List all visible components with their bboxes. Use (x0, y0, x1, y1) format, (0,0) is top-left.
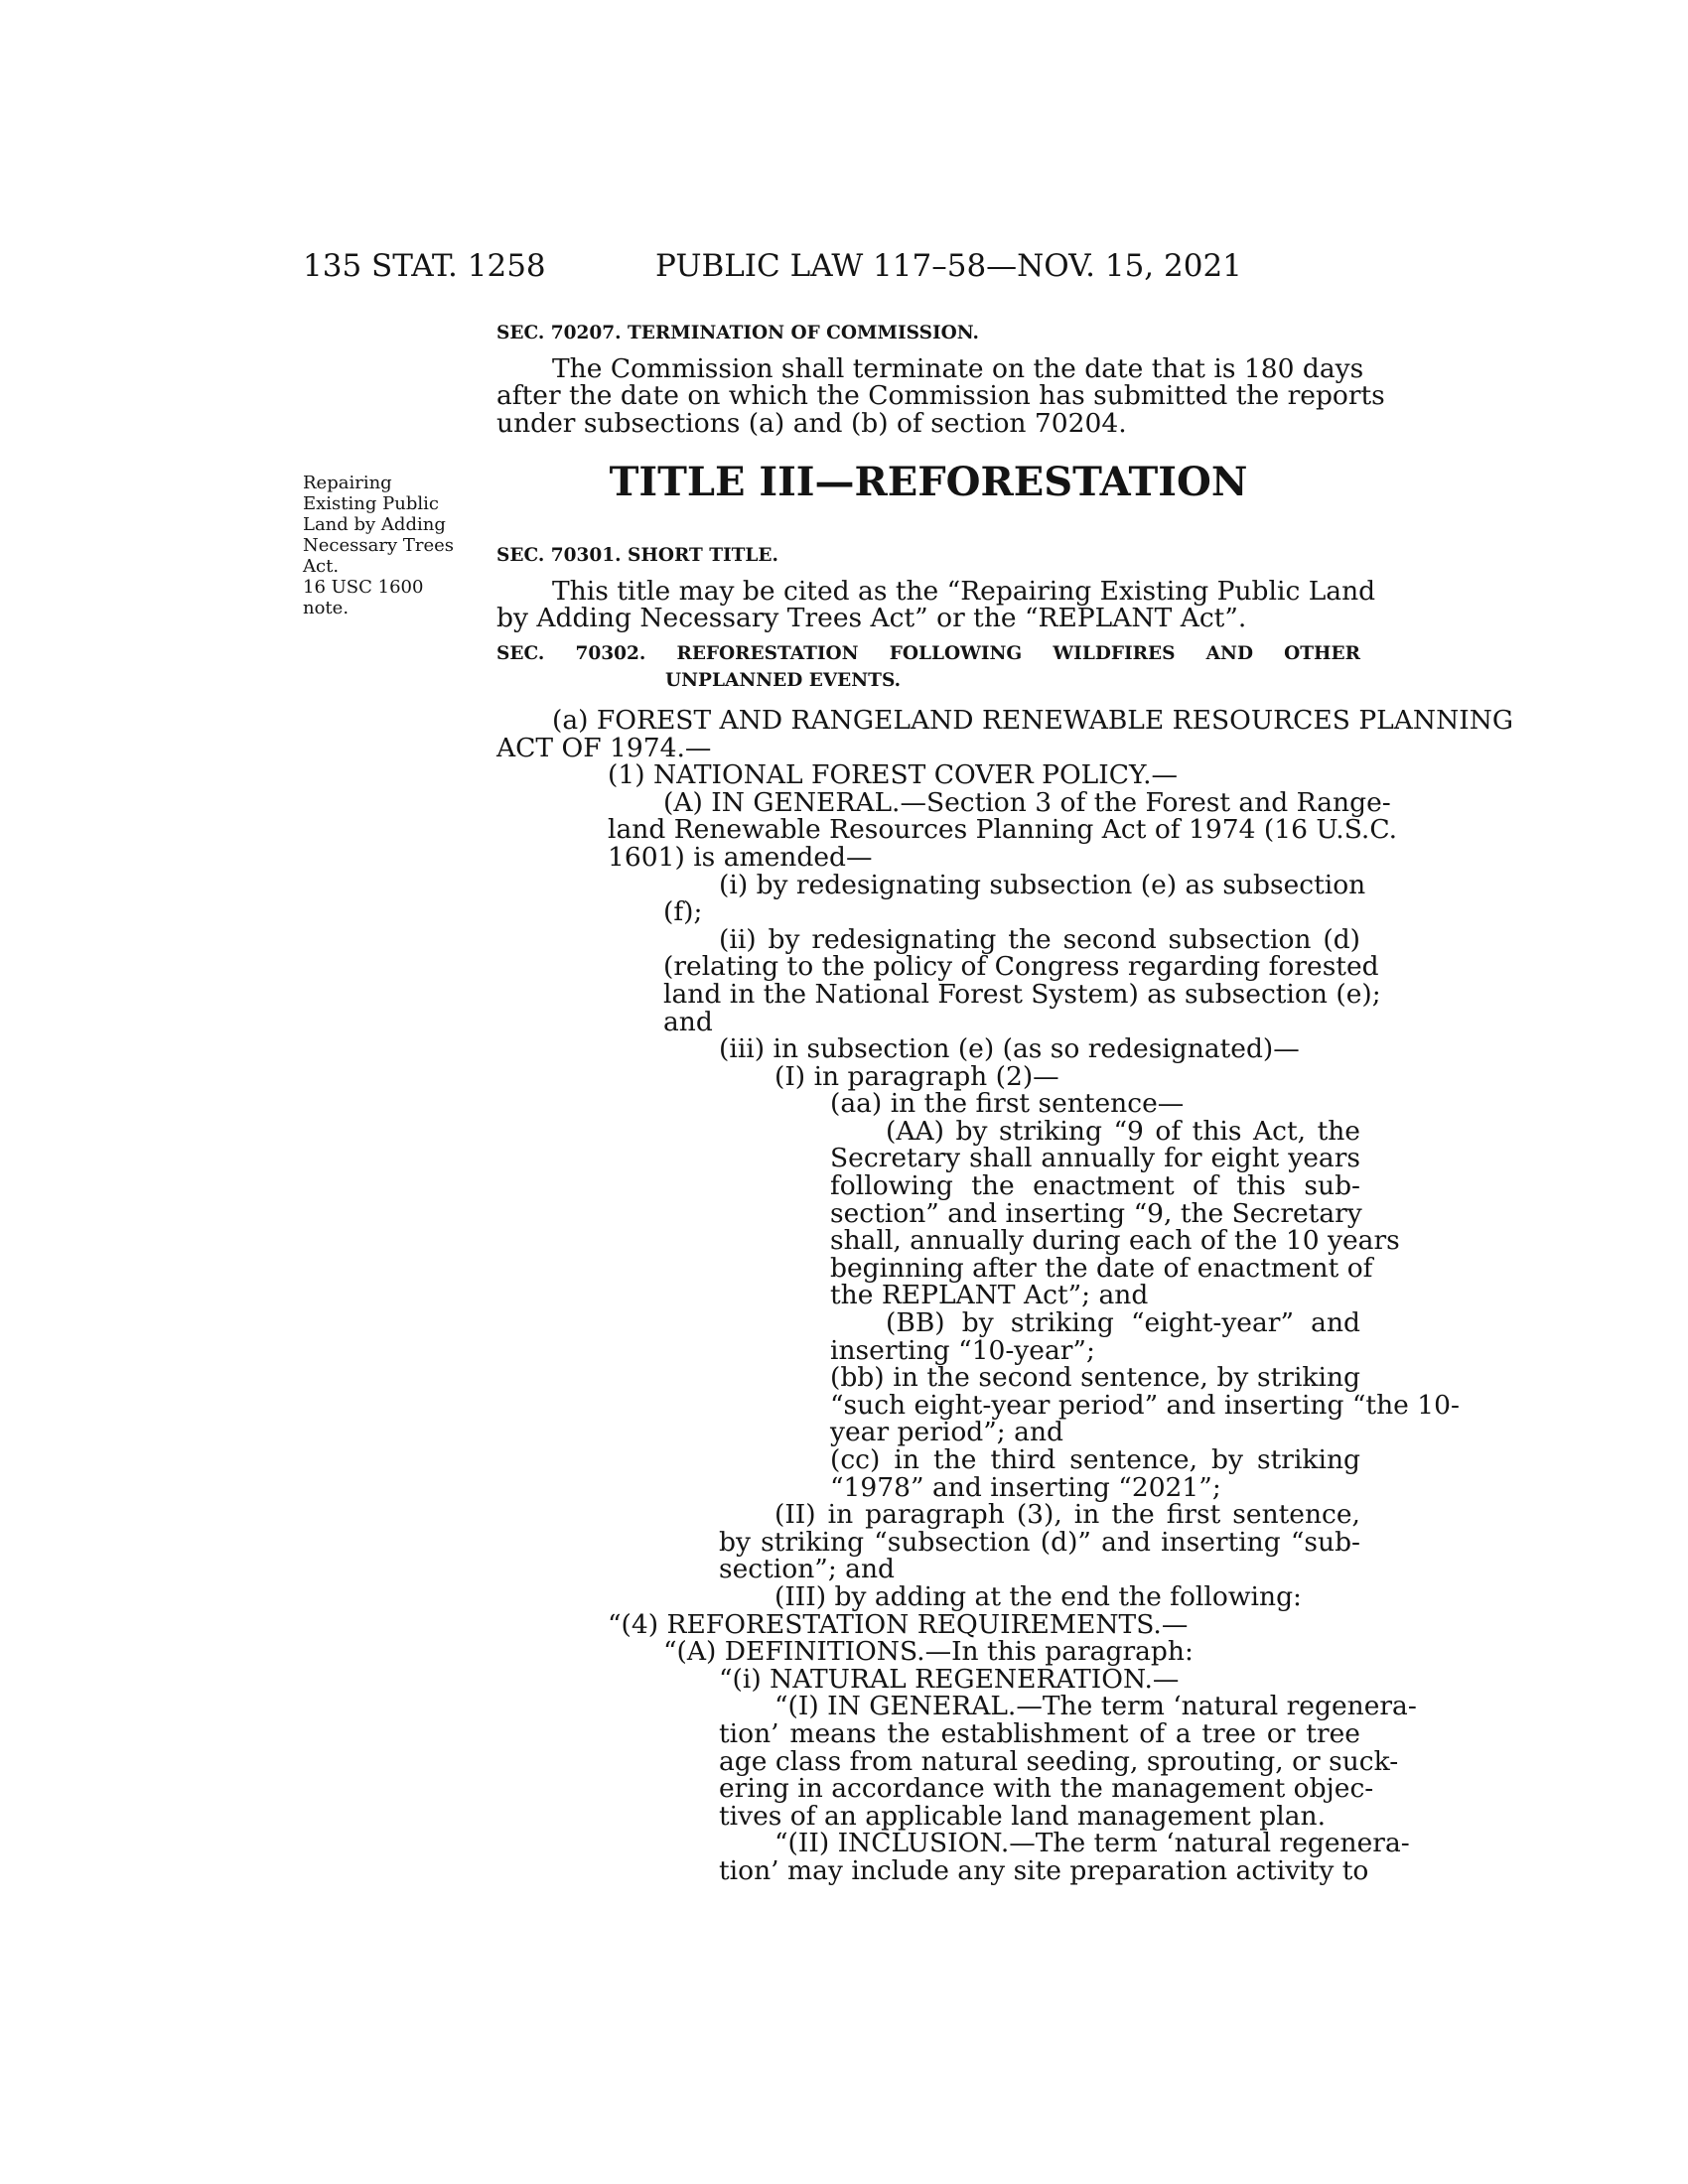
text-line: SEC. 70207. TERMINATION OF COMMISSION. (496, 323, 979, 343)
text-line: (A) IN GENERAL.—Section 3 of the Forest and Range- (663, 786, 1391, 818)
text-block-2 (496, 542, 1514, 1886)
text-line: (bb) in the second sentence, by striking (830, 1362, 1360, 1394)
text-line: (a) FOREST AND RANGELAND RENEWABLE RESOURCES PLANNING (552, 704, 1514, 736)
text-line: “such eight-year period” and inserting “the 10- (830, 1389, 1460, 1421)
text-line: by Adding Necessary Trees Act” or the “REPLANT Act”. (496, 603, 1247, 634)
text-line: “(I) IN GENERAL.—The term ‘natural regenera- (774, 1691, 1417, 1722)
text-line: (BB) by striking “eight-year” and (886, 1307, 1360, 1339)
text-line: under subsections (a) and (b) of section 70204. (496, 407, 1127, 439)
text-line: SEC. 70301. SHORT TITLE. (496, 545, 778, 566)
text-line: shall, annually during each of the 10 years (830, 1225, 1400, 1257)
text-line: (III) by adding at the end the following: (774, 1580, 1302, 1612)
text-line: (cc) in the third sentence, by striking (830, 1444, 1360, 1475)
text-line: and (663, 1006, 713, 1037)
text-line: “1978” and inserting “2021”; (830, 1471, 1221, 1503)
text-line: SEC. 70302. REFORESTATION FOLLOWING WILDFIRES AND OTHER (496, 642, 1360, 664)
text-line: (aa) in the first sentence— (830, 1088, 1185, 1120)
text-line: tion’ may include any site preparation activity to (719, 1854, 1369, 1886)
text-line: (iii) in subsection (e) (as so redesignated)— (719, 1033, 1300, 1065)
text-line: after the date on which the Commission has submitted the reports (496, 380, 1385, 412)
text-line: land in the National Forest System) as subsection (e); (663, 978, 1381, 1010)
text-line: “(II) INCLUSION.—The term ‘natural regenera- (774, 1828, 1410, 1859)
text-line: “(A) DEFINITIONS.—In this paragraph: (663, 1636, 1194, 1668)
text-line: (AA) by striking “9 of this Act, the (886, 1115, 1360, 1147)
title-heading: TITLE III—REFORESTATION (609, 459, 1248, 505)
text-line: ering in accordance with the management objec- (719, 1773, 1374, 1805)
text-line: following the enactment of this sub- (830, 1170, 1360, 1202)
text-line: inserting “10-year”; (830, 1334, 1095, 1366)
text-line: ACT OF 1974.— (496, 732, 712, 763)
text-line: section” and inserting “9, the Secretary (830, 1197, 1362, 1229)
text-line: section”; and (719, 1554, 895, 1585)
text-line: age class from natural seeding, sprouting, or suck- (719, 1745, 1399, 1777)
text-line: The Commission shall terminate on the date that is 180 days (552, 352, 1364, 384)
text-line: (relating to the policy of Congress regarding forested (663, 951, 1379, 983)
text-line: tives of an applicable land management plan. (719, 1800, 1326, 1832)
text-line: (1) NATIONAL FOREST COVER POLICY.— (608, 759, 1179, 791)
text-line: year period”; and (830, 1417, 1063, 1448)
text-line: This title may be cited as the “Repairing Existing Public Land (552, 575, 1376, 607)
text-line: (f); (663, 896, 703, 928)
page-law-header: PUBLIC LAW 117–58—NOV. 15, 2021 (655, 248, 1242, 284)
text-line: Secretary shall annually for eight years (830, 1143, 1360, 1174)
text-line: (I) in paragraph (2)— (774, 1060, 1059, 1092)
text-line: tion’ means the establishment of a tree or tree (719, 1717, 1360, 1749)
text-line: the REPLANT Act”; and (830, 1280, 1149, 1311)
text-line: (II) in paragraph (3), in the first sentence, (774, 1499, 1360, 1531)
text-line: (ii) by redesignating the second subsection (d) (719, 923, 1360, 955)
text-line: UNPLANNED EVENTS. (665, 670, 902, 692)
text-line: beginning after the date of enactment of (830, 1252, 1373, 1284)
page-stat-number: 135 STAT. 1258 (303, 248, 546, 284)
text-block-1 (496, 320, 1385, 439)
text-line: 1601) is amended— (608, 841, 873, 873)
text-line: “(4) REFORESTATION REQUIREMENTS.— (608, 1608, 1189, 1640)
text-line: “(i) NATURAL REGENERATION.— (719, 1663, 1180, 1695)
text-line: land Renewable Resources Planning Act of 1974 (16 U.S.C. (608, 814, 1398, 846)
side-note: Repairing Existing Public Land by Adding Necessary Trees Act. 16 USC 1600 note. (303, 473, 454, 618)
text-line: by striking “subsection (d)” and inserting “sub- (719, 1526, 1360, 1558)
text-line: (i) by redesignating subsection (e) as subsection (719, 869, 1366, 900)
